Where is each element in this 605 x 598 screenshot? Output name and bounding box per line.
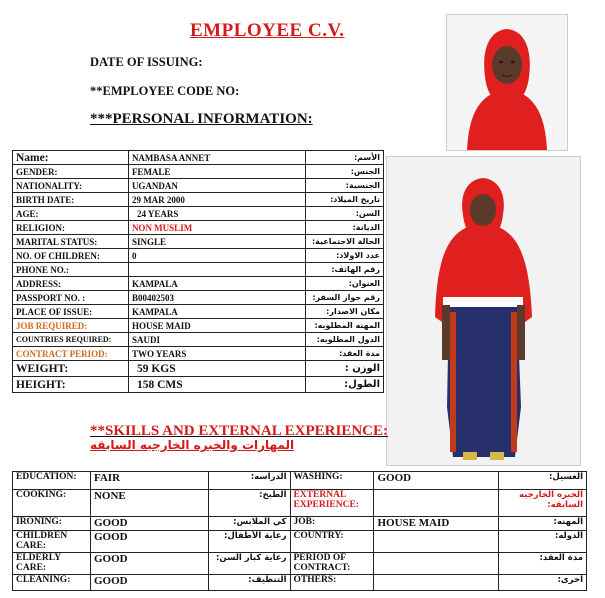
education-value: FAIR bbox=[90, 472, 208, 490]
portrait-photo bbox=[446, 14, 568, 151]
phone-value bbox=[128, 263, 305, 277]
ironing-label-ar: كي الملابس: bbox=[208, 517, 290, 531]
passport-value: B00402503 bbox=[128, 291, 305, 305]
others-value bbox=[374, 575, 499, 591]
passport-label-ar: رقم جواز السفر: bbox=[306, 291, 384, 305]
gender-label: GENDER: bbox=[13, 165, 129, 179]
period-of-contract-label-ar: مدة العقد: bbox=[499, 553, 587, 575]
weight-value: 59 KGS bbox=[128, 361, 305, 377]
elderly-care-label: ELDERLY CARE: bbox=[13, 553, 91, 575]
marital-status-label-ar: الحالة الاجتماعية: bbox=[306, 235, 384, 249]
nationality-label-ar: الجنسية: bbox=[306, 179, 384, 193]
birth-date-label: BIRTH DATE: bbox=[13, 193, 129, 207]
skills-heading-text: **SKILLS AND EXTERNAL EXPERIENCE: bbox=[90, 423, 388, 439]
period-of-contract-value bbox=[374, 553, 499, 575]
date-of-issuing-label: DATE OF ISSUING: bbox=[90, 55, 203, 69]
country-value bbox=[374, 531, 499, 553]
height-label: HEIGHT: bbox=[13, 377, 129, 393]
country-label-ar: الدوله: bbox=[499, 531, 587, 553]
age-label: AGE: bbox=[13, 207, 129, 221]
gender-label-ar: الجنس: bbox=[306, 165, 384, 179]
countries-required-label: COUNTRIES REQUIRED: bbox=[13, 333, 129, 347]
address-label: ADDRESS: bbox=[13, 277, 129, 291]
address-label-ar: العنوان: bbox=[306, 277, 384, 291]
name-label: Name: bbox=[13, 151, 129, 165]
children-care-label-ar: رعاية الأطفال: bbox=[208, 531, 290, 553]
external-experience-value bbox=[374, 490, 499, 517]
contract-period-label: CONTRACT PERIOD: bbox=[13, 347, 129, 361]
country-label: COUNTRY: bbox=[290, 531, 374, 553]
contract-period-value: TWO YEARS bbox=[128, 347, 305, 361]
children-label-ar: عدد الاولاد: bbox=[306, 249, 384, 263]
children-label: NO. OF CHILDREN: bbox=[13, 249, 129, 263]
education-label: EDUCATION: bbox=[13, 472, 91, 490]
height-value: 158 CMS bbox=[128, 377, 305, 393]
cleaning-label: CLEANING: bbox=[13, 575, 91, 591]
skills-heading-ar: المهارات والخبره الخارجيه السابقه bbox=[90, 438, 295, 452]
marital-status-label: MARITAL STATUS: bbox=[13, 235, 129, 249]
weight-label: WEIGHT: bbox=[13, 361, 129, 377]
skills-table bbox=[12, 471, 587, 591]
phone-label: PHONE NO.: bbox=[13, 263, 129, 277]
name-label-ar: الأسم: bbox=[306, 151, 384, 165]
religion-label: RELIGION: bbox=[13, 221, 129, 235]
religion-value: NON MUSLIM bbox=[128, 221, 305, 235]
nationality-label: NATIONALITY: bbox=[13, 179, 129, 193]
job-label: JOB: bbox=[290, 517, 374, 531]
ironing-label: IRONING: bbox=[13, 517, 91, 531]
page-title: EMPLOYEE C.V. bbox=[190, 20, 345, 41]
children-care-value: GOOD bbox=[90, 531, 208, 553]
job-value: HOUSE MAID bbox=[374, 517, 499, 531]
cooking-label: COOKING: bbox=[13, 490, 91, 517]
place-of-issue-value: KAMPALA bbox=[128, 305, 305, 319]
full-body-photo bbox=[386, 156, 581, 466]
elderly-care-label-ar: رعاية كبار السن: bbox=[208, 553, 290, 575]
countries-required-value: SAUDI bbox=[128, 333, 305, 347]
address-value: KAMPALA bbox=[128, 277, 305, 291]
education-label-ar: الدراسه: bbox=[208, 472, 290, 490]
place-of-issue-label-ar: مكان الاصدار: bbox=[306, 305, 384, 319]
job-required-label: JOB REQUIRED: bbox=[13, 319, 129, 333]
contract-period-label-ar: مدة العقد: bbox=[306, 347, 384, 361]
employee-code-label: **EMPLOYEE CODE NO: bbox=[90, 84, 240, 98]
others-label: OTHERS: bbox=[290, 575, 374, 591]
name-value: NAMBASA ANNET bbox=[128, 151, 305, 165]
height-label-ar: الطول: bbox=[306, 377, 384, 393]
children-value: 0 bbox=[128, 249, 305, 263]
job-required-value: HOUSE MAID bbox=[128, 319, 305, 333]
washing-label: WASHING: bbox=[290, 472, 374, 490]
religion-label-ar: الديانة: bbox=[306, 221, 384, 235]
age-label-ar: السن: bbox=[306, 207, 384, 221]
others-label-ar: اخرى: bbox=[499, 575, 587, 591]
phone-label-ar: رقم الهاتف: bbox=[306, 263, 384, 277]
passport-label: PASSPORT NO. : bbox=[13, 291, 129, 305]
job-label-ar: المهنه: bbox=[499, 517, 587, 531]
gender-value: FEMALE bbox=[128, 165, 305, 179]
cleaning-label-ar: التنظيف: bbox=[208, 575, 290, 591]
personal-info-heading: ***PERSONAL INFORMATION: bbox=[90, 111, 313, 127]
children-care-label: CHILDREN CARE: bbox=[13, 531, 91, 553]
washing-label-ar: الغسيل: bbox=[499, 472, 587, 490]
external-experience-label-ar: الخبره الخارجيه السابقه: bbox=[499, 490, 587, 517]
birth-date-value: 29 MAR 2000 bbox=[128, 193, 305, 207]
cleaning-value: GOOD bbox=[90, 575, 208, 591]
countries-required-label-ar: الدول المطلوبه: bbox=[306, 333, 384, 347]
nationality-value: UGANDAN bbox=[128, 179, 305, 193]
cooking-value: NONE bbox=[90, 490, 208, 517]
ironing-value: GOOD bbox=[90, 517, 208, 531]
weight-label-ar: الوزن : bbox=[306, 361, 384, 377]
period-of-contract-label: PERIOD OF CONTRACT: bbox=[290, 553, 374, 575]
age-value: 24 YEARS bbox=[128, 207, 305, 221]
elderly-care-value: GOOD bbox=[90, 553, 208, 575]
place-of-issue-label: PLACE OF ISSUE: bbox=[13, 305, 129, 319]
birth-date-label-ar: تاريخ الميلاد: bbox=[306, 193, 384, 207]
personal-info-table bbox=[12, 150, 384, 393]
washing-value: GOOD bbox=[374, 472, 499, 490]
cooking-label-ar: الطبخ: bbox=[208, 490, 290, 517]
job-required-label-ar: المهنه المطلوبه: bbox=[306, 319, 384, 333]
marital-status-value: SINGLE bbox=[128, 235, 305, 249]
external-experience-label: EXTERNAL EXPERIENCE: bbox=[290, 490, 374, 517]
